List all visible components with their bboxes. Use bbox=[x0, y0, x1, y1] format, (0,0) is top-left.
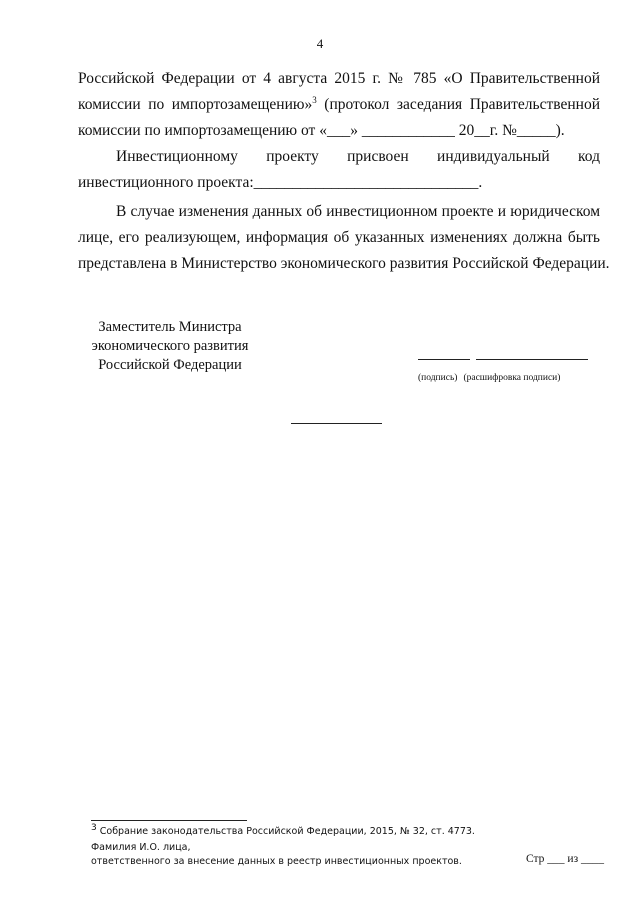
paragraph-2-line-2: инвестиционного проекта:_____________________________. bbox=[78, 174, 483, 191]
paragraph-3-line-2: лице, его реализующем, информация об указанных изменениях должна быть bbox=[78, 229, 600, 246]
paragraph-2-line-1: Инвестиционному проекту присвоен индивидуальный код bbox=[116, 148, 600, 165]
section-separator bbox=[291, 423, 382, 424]
paragraph-1-line-3: комиссии по импортозамещению от «___» ____________ 20__г. №_____). bbox=[78, 122, 565, 139]
signature-caption: (подпись) bbox=[418, 373, 458, 383]
footnote-rule bbox=[91, 820, 247, 821]
page-counter: Стр ___ из ____ bbox=[526, 853, 605, 865]
paragraph-changes-notice bbox=[78, 199, 610, 277]
paragraph-project-code bbox=[78, 144, 600, 196]
footnote-3 bbox=[91, 822, 475, 837]
paragraph-1-line-2 bbox=[78, 92, 600, 118]
paragraph-1-line-2-text: комиссии по импортозамещению» bbox=[78, 96, 313, 113]
paragraph-decree-reference bbox=[78, 66, 600, 144]
signatory-position-line-1: Заместитель Министра bbox=[98, 319, 242, 335]
paragraph-3-line-1: В случае изменения данных об инвестиционном проекте и юридическом bbox=[116, 203, 600, 220]
name-decoding-line bbox=[476, 359, 588, 360]
signatory-position bbox=[80, 318, 260, 375]
paragraph-3-line-3: представлена в Министерство экономического развития Российской Федерации. bbox=[78, 255, 610, 272]
signature-line bbox=[418, 359, 470, 360]
footnote-marker: 3 bbox=[91, 822, 97, 833]
paragraph-1-line-1: Российской Федерации от 4 августа 2015 г. № 785 «О Правительственной bbox=[78, 70, 600, 87]
footnote-text: Собрание законодательства Российской Федерации, 2015, № 32, ст. 4773. bbox=[96, 826, 475, 837]
footnote-reference: 3 bbox=[312, 94, 317, 105]
responsible-person-line-2: ответственного за внесение данных в реестр инвестиционных проектов. bbox=[91, 856, 462, 867]
signatory-position-line-3: Российской Федерации bbox=[98, 357, 242, 373]
responsible-person-line-1: Фамилия И.О. лица, bbox=[91, 842, 191, 853]
signatory-position-line-2: экономического развития bbox=[91, 338, 249, 354]
signature-captions bbox=[418, 373, 560, 383]
page-number: 4 bbox=[316, 36, 324, 51]
name-decoding-caption: (расшифровка подписи) bbox=[463, 373, 561, 383]
paragraph-1-line-2-rest: (протокол заседания Правительственной bbox=[316, 96, 600, 113]
